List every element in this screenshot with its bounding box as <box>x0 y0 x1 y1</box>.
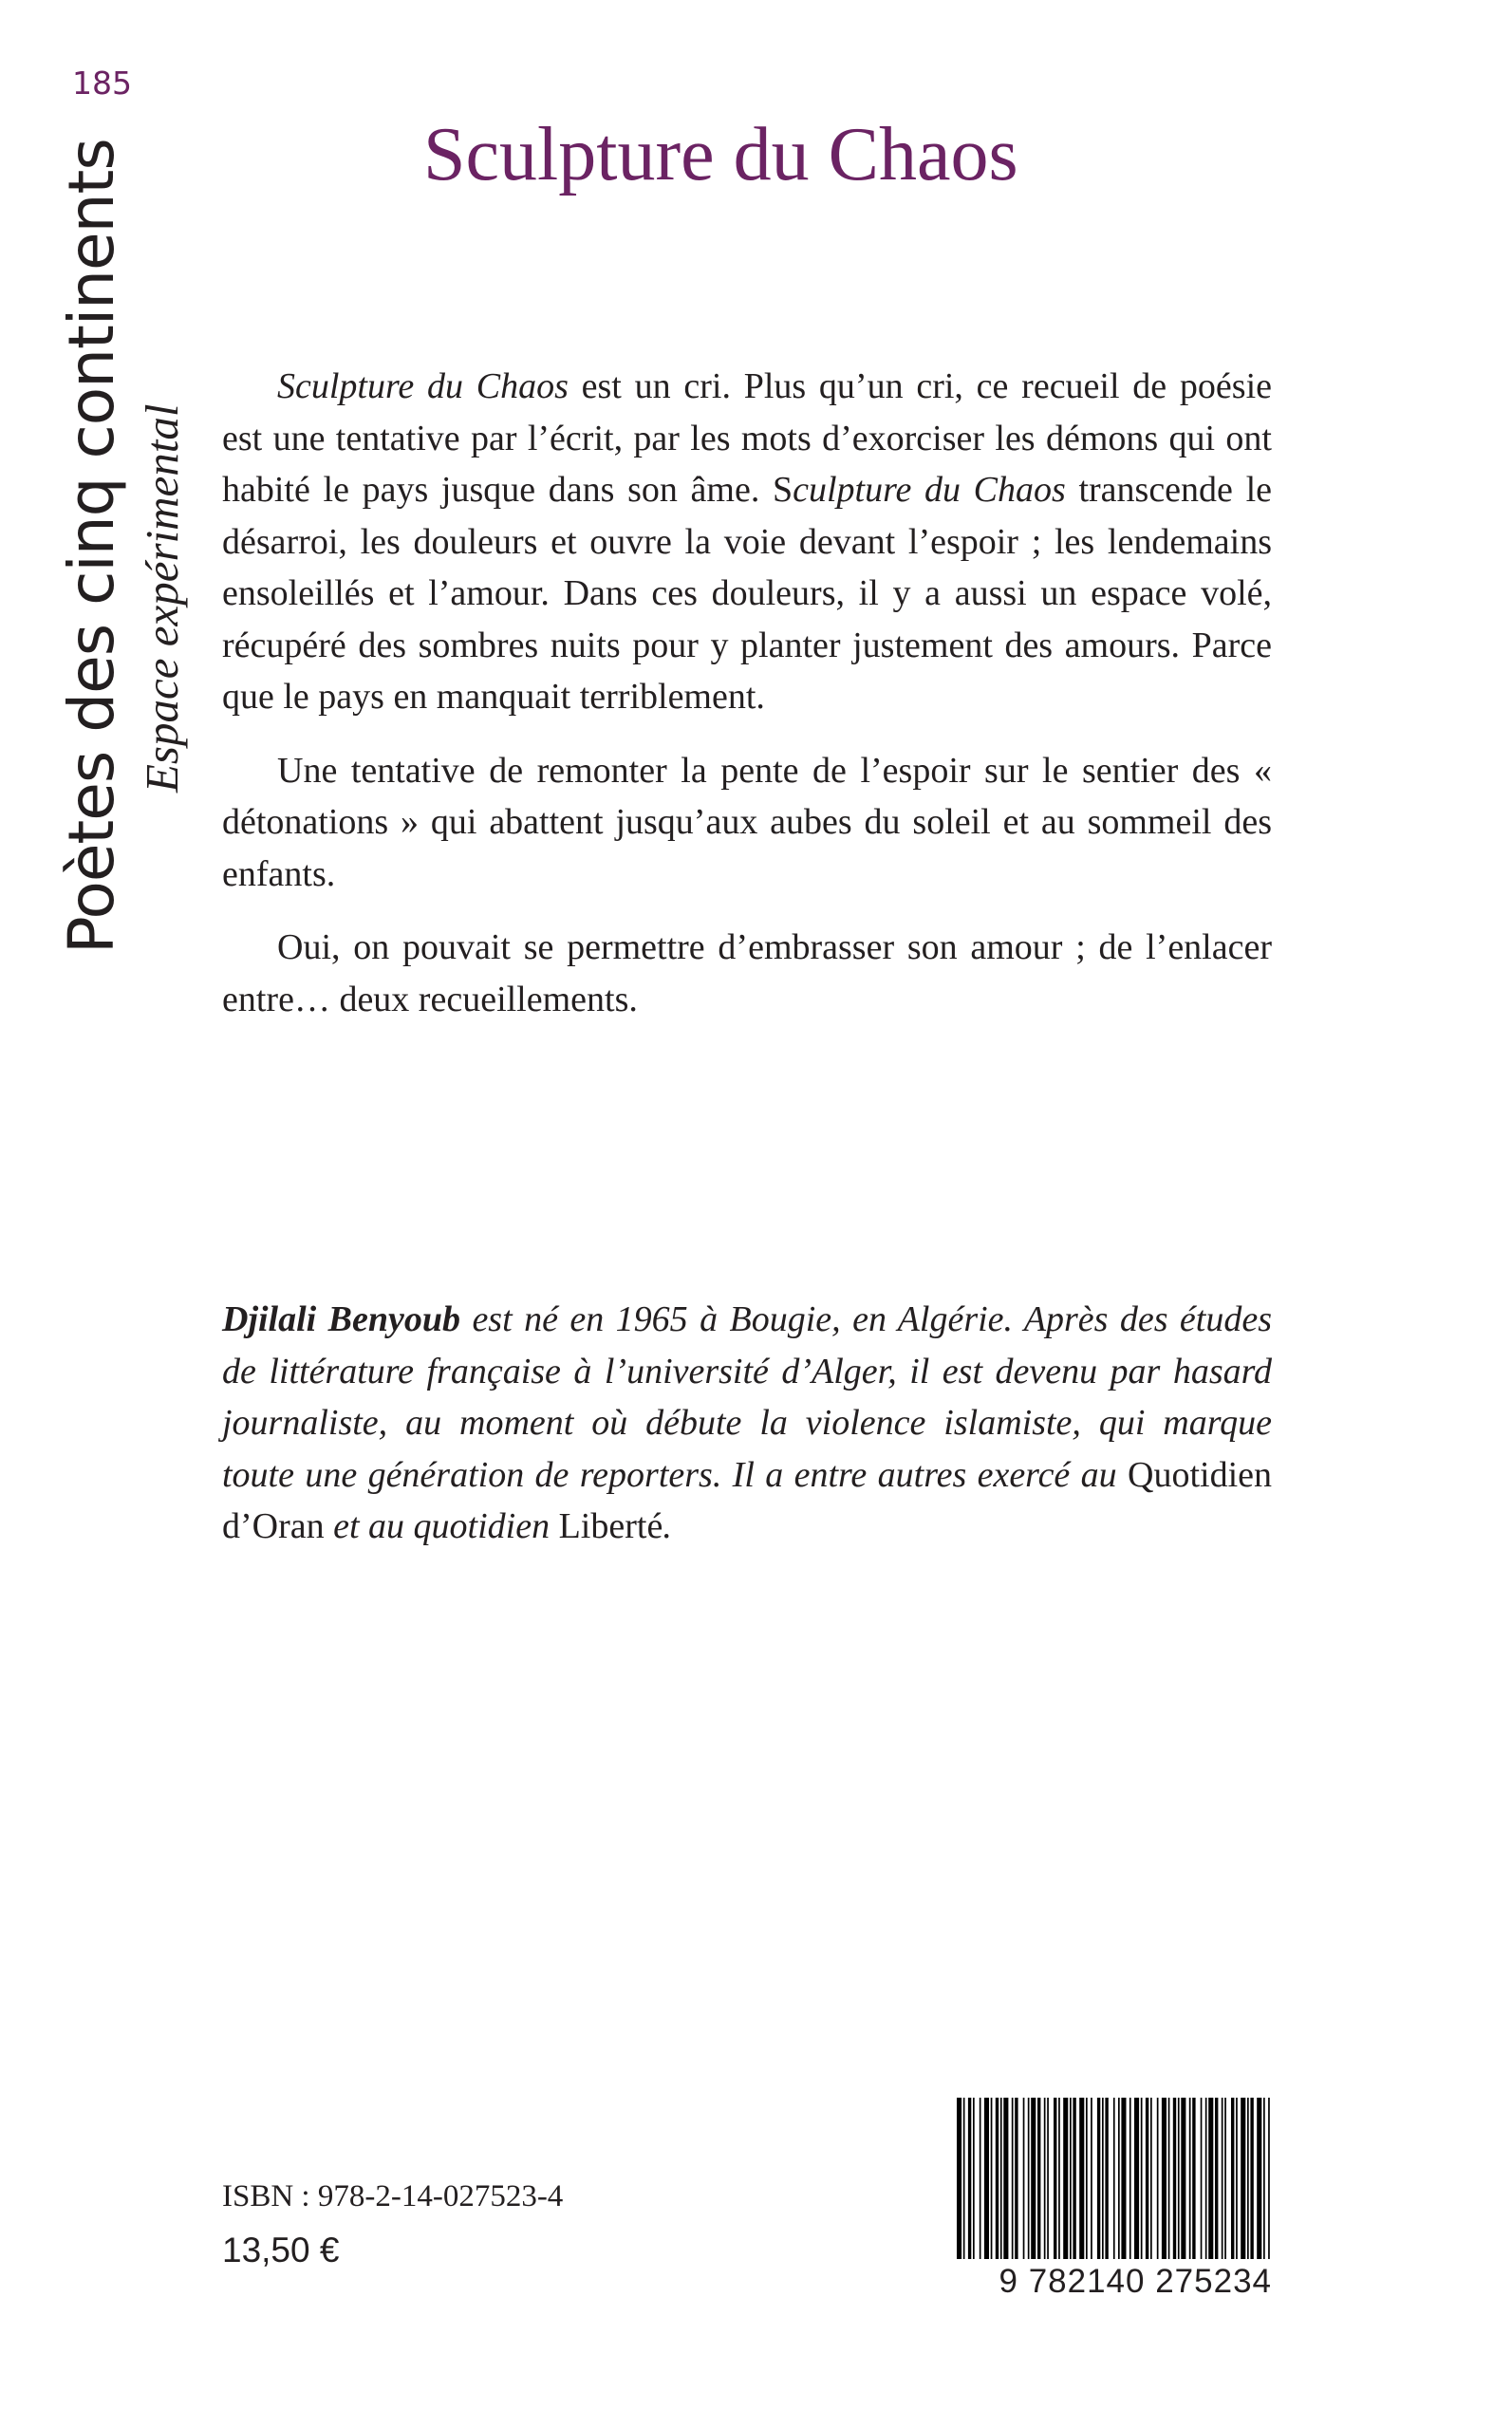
bio-text: et au quotidien <box>324 1506 559 1546</box>
barcode-bar <box>1091 2098 1092 2259</box>
barcode-bar <box>1023 2098 1025 2259</box>
author-bio <box>222 1294 1272 1553</box>
barcode-bar <box>1070 2098 1072 2259</box>
barcode-bar <box>1134 2098 1139 2259</box>
barcode-bar <box>1073 2098 1075 2259</box>
barcode-bar <box>1012 2098 1014 2259</box>
barcode-bar <box>1173 2098 1176 2259</box>
barcode-bar <box>1044 2098 1046 2259</box>
barcode-bar <box>991 2098 993 2259</box>
barcode-digits: 9 782140 275234 <box>999 2263 1272 2300</box>
series-subtitle: Espace expérimental <box>136 403 188 793</box>
barcode-bar <box>963 2098 965 2259</box>
price-text: 13,50 € <box>222 2231 340 2269</box>
barcode-bar <box>1201 2098 1203 2259</box>
barcode-bar <box>1222 2098 1223 2259</box>
barcode-bar <box>1086 2098 1088 2259</box>
book-blurb <box>222 361 1272 1047</box>
blurb-text: est un cri. Plus qu’un cri, ce recueil de poésie est une tentative par l’écrit, par les mots d’exorciser les démons qui ont habité le pays jusque dans son âme. S <box>222 366 1272 510</box>
barcode-bar <box>1162 2098 1167 2259</box>
barcode-bar <box>1146 2098 1148 2259</box>
barcode-bar <box>1054 2098 1056 2259</box>
series-number: 185 <box>72 65 132 102</box>
barcode-bar <box>1003 2098 1008 2259</box>
barcode-bar <box>1118 2098 1120 2259</box>
newspaper-name: Liberté <box>558 1506 663 1546</box>
barcode-bar <box>1047 2098 1049 2259</box>
barcode-bar <box>1000 2098 1002 2259</box>
barcode-bar <box>1208 2098 1213 2259</box>
barcode-bar <box>1250 2098 1253 2259</box>
barcode-bar <box>1129 2098 1131 2259</box>
barcode-bar <box>1263 2098 1265 2259</box>
barcode-bar <box>1268 2098 1270 2259</box>
barcode-bar <box>1231 2098 1234 2259</box>
barcode-bar <box>1257 2098 1261 2259</box>
barcode-bar <box>1150 2098 1152 2259</box>
barcode-bar <box>1063 2098 1068 2259</box>
blurb-paragraph-2: Une tentative de remonter la pente de l’espoir sur le sentier des « détonations » qui abattent jusqu’aux aubes du soleil et au sommeil des enfants. <box>222 750 1272 894</box>
barcode-bar <box>984 2098 989 2259</box>
barcode-bar <box>968 2098 971 2259</box>
isbn-text: ISBN : 978-2-14-027523-4 <box>222 2179 564 2213</box>
bio-text: . <box>663 1506 672 1546</box>
barcode-bar <box>1157 2098 1159 2259</box>
barcode-bar <box>1028 2098 1030 2259</box>
barcode-bar <box>1168 2098 1170 2259</box>
barcode-bar <box>1102 2098 1104 2259</box>
barcode-bar <box>1097 2098 1100 2259</box>
barcode-bar <box>1236 2098 1238 2259</box>
barcode-bar <box>1079 2098 1084 2259</box>
barcode-bar <box>973 2098 975 2259</box>
newspaper-name: Quotidien d’Oran <box>222 1454 1272 1546</box>
barcode-icon <box>957 2098 1272 2259</box>
barcode-bar <box>1037 2098 1040 2259</box>
series-name: Poètes des cinq continents <box>55 139 128 954</box>
blurb-title-italic: Sculpture du Chaos <box>277 366 569 406</box>
barcode-bar <box>1031 2098 1036 2259</box>
barcode-bar <box>1247 2098 1249 2259</box>
barcode-bar <box>1121 2098 1126 2259</box>
barcode-bar <box>996 2098 999 2259</box>
barcode-bar <box>1215 2098 1218 2259</box>
bio-paragraph <box>222 1294 1272 1553</box>
blurb-paragraph-1 <box>222 361 1272 723</box>
bio-text: est né en 1965 à Bougie, en Algérie. Après des études de littérature française à l’université d’Alger, il est devenu par hasard journaliste, au moment où débute la violence islamiste, qui marque toute une génération de reporters. Il a entre autres exercé au <box>222 1299 1273 1495</box>
blurb-title-italic: culpture du Chaos <box>793 470 1066 510</box>
barcode-bar <box>1178 2098 1180 2259</box>
barcode-bar <box>980 2098 981 2259</box>
barcode-bar <box>1224 2098 1226 2259</box>
barcode-bar <box>1015 2098 1017 2259</box>
blurb-paragraph-3: Oui, on pouvait se permettre d’embrasser son amour ; de l’enlacer entre… deux recueillements. <box>222 927 1272 1019</box>
barcode-bar <box>1113 2098 1115 2259</box>
book-title: Sculpture du Chaos <box>423 113 1018 196</box>
barcode <box>957 2098 1272 2305</box>
barcode-bar <box>957 2098 961 2259</box>
barcode-bar <box>1205 2098 1207 2259</box>
barcode-bar <box>1105 2098 1108 2259</box>
series-spine <box>51 138 192 954</box>
barcode-bar <box>1181 2098 1185 2259</box>
blurb-text: transcende le désarroi, les douleurs et ouvre la voie devant l’espoir ; les lendemains ensoleillés et l’amour. Dans ces douleurs, il y a aussi un espace volé, récupéré des sombres nuits pour y planter justement des amours. Parce que le pays en manquait terriblement. <box>222 470 1273 717</box>
barcode-bar <box>1058 2098 1060 2259</box>
barcode-bar <box>1241 2098 1245 2259</box>
barcode-bar <box>1141 2098 1143 2259</box>
barcode-bar <box>1189 2098 1191 2259</box>
author-name: Djilali Benyoub <box>222 1299 461 1339</box>
barcode-bar <box>1192 2098 1195 2259</box>
